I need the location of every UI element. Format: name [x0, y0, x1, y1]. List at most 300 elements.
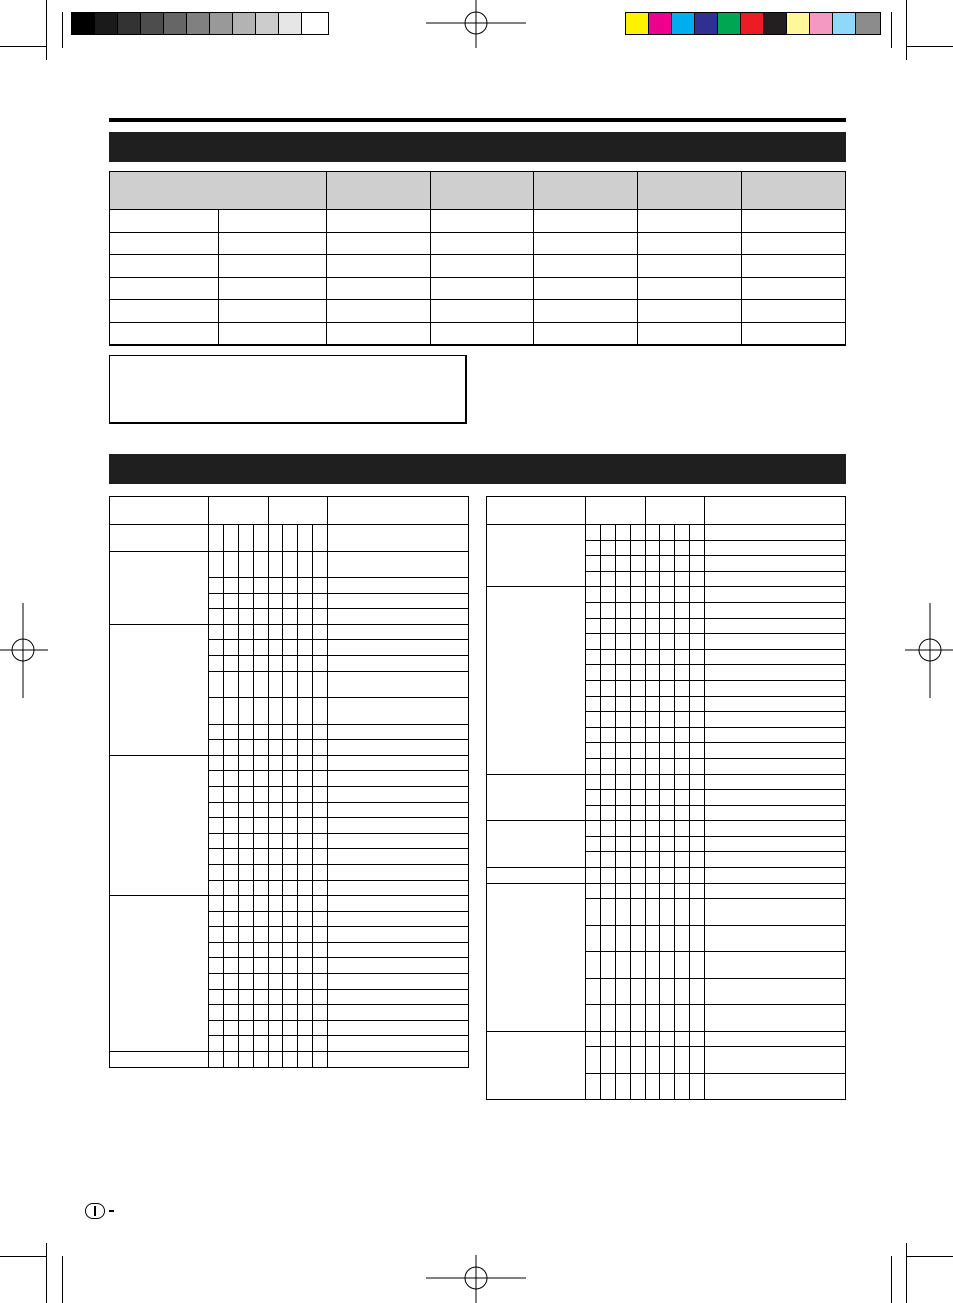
grid-cell	[615, 790, 630, 806]
grid-cell	[645, 618, 660, 634]
grid-cell	[283, 927, 298, 943]
grid-cell	[690, 618, 705, 634]
grid-cell	[615, 680, 630, 696]
grid-cell	[660, 540, 675, 556]
color-swatch	[740, 12, 764, 35]
grid-cell	[223, 671, 238, 698]
grid-cell	[645, 634, 660, 650]
grid-cell	[690, 680, 705, 696]
grid-cell	[675, 774, 690, 790]
grid-cell	[253, 740, 268, 756]
grid-cell	[208, 624, 223, 640]
grid-cell	[645, 758, 660, 774]
grid-cell	[298, 911, 313, 927]
grid-cell	[208, 698, 223, 725]
grid-cell	[660, 571, 675, 587]
grid-cell	[313, 849, 328, 865]
grid-cell	[298, 989, 313, 1005]
grid-cell	[313, 1036, 328, 1052]
grid-cell	[705, 821, 846, 837]
grid-cell	[238, 802, 253, 818]
grid-cell	[208, 640, 223, 656]
grid-cell	[660, 680, 675, 696]
grid-cell	[253, 640, 268, 656]
grid-cell	[223, 724, 238, 740]
grid-cell	[208, 974, 223, 990]
grid-group-cell	[487, 883, 586, 1031]
grid-cell	[705, 665, 846, 681]
grid-cell	[283, 896, 298, 912]
grid-cell	[223, 833, 238, 849]
grid-cell	[645, 805, 660, 821]
grid-cell	[630, 1047, 645, 1074]
grey-swatch	[94, 12, 118, 35]
grid-cell	[675, 712, 690, 728]
grid-cell	[690, 571, 705, 587]
grid-cell	[298, 818, 313, 834]
grid-cell	[660, 868, 675, 884]
grid-cell	[208, 1052, 223, 1068]
grid-cell	[328, 578, 469, 594]
grid-cell	[615, 649, 630, 665]
grid-cell	[328, 1020, 469, 1036]
grid-cell	[585, 758, 600, 774]
grid-cell	[268, 864, 283, 880]
grid-cell	[660, 556, 675, 572]
table-header-cell	[326, 172, 430, 210]
grid-cell	[208, 911, 223, 927]
grid-cell	[660, 634, 675, 650]
grid-cell	[585, 836, 600, 852]
grid-cell	[585, 1005, 600, 1032]
grid-cell	[690, 821, 705, 837]
table-header-cell	[638, 172, 742, 210]
grid-cell	[660, 1005, 675, 1032]
grid-cell	[283, 880, 298, 896]
grid-cell	[585, 1031, 600, 1047]
grid-cell	[298, 1020, 313, 1036]
table-row	[110, 232, 846, 255]
grid-cell	[328, 974, 469, 990]
grid-cell	[600, 634, 615, 650]
grid-cell	[615, 1073, 630, 1100]
grid-cell	[328, 911, 469, 927]
grid-cell	[645, 1031, 660, 1047]
grid-cell	[223, 1005, 238, 1021]
grid-cell	[585, 540, 600, 556]
grid-cell	[238, 942, 253, 958]
grid-cell	[690, 587, 705, 603]
grid-cell	[328, 896, 469, 912]
grid-header-cell	[487, 497, 586, 525]
grid-cell	[630, 1073, 645, 1100]
grid-row	[110, 755, 469, 771]
grid-cell	[238, 1020, 253, 1036]
table-header-row	[110, 172, 846, 210]
grid-cell	[208, 927, 223, 943]
grid-cell	[585, 1047, 600, 1074]
grid-cell	[705, 1005, 846, 1032]
grid-cell	[690, 1031, 705, 1047]
grid-cell	[660, 758, 675, 774]
grid-cell	[313, 896, 328, 912]
grid-cell	[328, 818, 469, 834]
grid-cell	[615, 618, 630, 634]
grid-cell	[298, 771, 313, 787]
grid-row	[110, 624, 469, 640]
grid-cell	[705, 727, 846, 743]
grid-cell	[313, 551, 328, 578]
grid-cell	[600, 978, 615, 1005]
grid-cell	[675, 925, 690, 952]
grid-cell	[615, 1047, 630, 1074]
grid-cell	[645, 540, 660, 556]
grid-cell	[253, 927, 268, 943]
grid-cell	[705, 758, 846, 774]
grid-cell	[208, 942, 223, 958]
grid-group-cell	[487, 821, 586, 868]
table-row	[110, 300, 846, 323]
grid-cell	[298, 698, 313, 725]
grid-cell	[675, 899, 690, 926]
grid-cell	[705, 1073, 846, 1100]
grid-header-cell	[268, 497, 328, 525]
grid-cell	[268, 786, 283, 802]
grid-cell	[585, 696, 600, 712]
grid-cell	[645, 1047, 660, 1074]
grid-cell	[600, 868, 615, 884]
grid-cell	[313, 911, 328, 927]
grid-cell	[283, 740, 298, 756]
grid-cell	[615, 899, 630, 926]
grid-cell	[298, 655, 313, 671]
color-swatch	[763, 12, 787, 35]
grid-cell	[298, 927, 313, 943]
grid-cell	[283, 849, 298, 865]
grid-cell	[313, 771, 328, 787]
grid-cell	[615, 952, 630, 979]
grid-cell	[615, 821, 630, 837]
grid-cell	[313, 942, 328, 958]
grid-cell	[208, 655, 223, 671]
grid-cell	[675, 602, 690, 618]
grid-cell	[675, 571, 690, 587]
grid-cell	[268, 818, 283, 834]
right-grid-table	[486, 496, 846, 1100]
grid-cell	[690, 712, 705, 728]
grid-cell	[690, 649, 705, 665]
grid-cell	[208, 525, 223, 552]
grid-cell	[283, 698, 298, 725]
grid-cell	[253, 864, 268, 880]
grid-cell	[690, 978, 705, 1005]
grid-cell	[690, 790, 705, 806]
grid-cell	[253, 1020, 268, 1036]
grid-cell	[313, 974, 328, 990]
grid-cell	[268, 911, 283, 927]
grey-swatch	[71, 12, 95, 35]
grid-cell	[600, 774, 615, 790]
grid-cell	[238, 655, 253, 671]
grid-cell	[705, 525, 846, 541]
grid-cell	[283, 802, 298, 818]
grid-group-cell	[487, 587, 586, 774]
grid-cell	[630, 836, 645, 852]
grid-cell	[298, 755, 313, 771]
grid-cell	[705, 774, 846, 790]
grid-cell	[705, 696, 846, 712]
grid-cell	[283, 724, 298, 740]
grid-cell	[253, 786, 268, 802]
grid-cell	[675, 1073, 690, 1100]
grid-cell	[705, 556, 846, 572]
grid-cell	[253, 880, 268, 896]
grid-cell	[223, 698, 238, 725]
grid-group-cell	[110, 896, 209, 1052]
grid-cell	[600, 665, 615, 681]
grid-cell	[223, 989, 238, 1005]
grid-cell	[660, 743, 675, 759]
grid-cell	[298, 802, 313, 818]
grid-cell	[675, 836, 690, 852]
grid-cell	[298, 578, 313, 594]
grid-cell	[328, 880, 469, 896]
grid-cell	[253, 942, 268, 958]
grid-cell	[268, 724, 283, 740]
grid-cell	[645, 774, 660, 790]
grid-cell	[298, 864, 313, 880]
grid-group-cell	[110, 551, 209, 624]
grid-cell	[238, 896, 253, 912]
grid-cell	[238, 989, 253, 1005]
grid-cell	[298, 833, 313, 849]
grid-cell	[253, 802, 268, 818]
grid-cell	[690, 1005, 705, 1032]
grid-cell	[238, 624, 253, 640]
grid-cell	[585, 571, 600, 587]
color-swatch	[671, 12, 695, 35]
grid-cell	[645, 649, 660, 665]
grid-cell	[238, 880, 253, 896]
grid-cell	[268, 640, 283, 656]
grid-cell	[238, 525, 253, 552]
grid-cell	[268, 740, 283, 756]
grid-cell	[268, 942, 283, 958]
grid-cell	[328, 551, 469, 578]
grid-cell	[645, 952, 660, 979]
grid-cell	[645, 712, 660, 728]
grid-cell	[223, 1036, 238, 1052]
grid-cell	[630, 665, 645, 681]
grid-cell	[630, 899, 645, 926]
grid-cell	[208, 833, 223, 849]
grid-cell	[645, 868, 660, 884]
grid-cell	[253, 1036, 268, 1052]
grid-row	[110, 551, 469, 578]
grid-cell	[298, 849, 313, 865]
grid-cell	[615, 712, 630, 728]
grid-group-cell	[487, 525, 586, 587]
grid-cell	[660, 978, 675, 1005]
grid-cell	[208, 1036, 223, 1052]
grid-cell	[223, 849, 238, 865]
grid-cell	[630, 602, 645, 618]
grid-cell	[298, 896, 313, 912]
grey-swatch	[278, 12, 302, 35]
grid-cell	[238, 771, 253, 787]
grid-cell	[705, 978, 846, 1005]
grid-cell	[600, 1005, 615, 1032]
grid-cell	[328, 1036, 469, 1052]
grid-cell	[660, 1073, 675, 1100]
grid-cell	[600, 821, 615, 837]
grid-cell	[298, 609, 313, 625]
grid-cell	[313, 1020, 328, 1036]
grid-cell	[208, 551, 223, 578]
grid-cell	[630, 540, 645, 556]
grid-cell	[690, 925, 705, 952]
grid-cell	[268, 525, 283, 552]
grid-group-cell	[110, 755, 209, 895]
grid-cell	[298, 1005, 313, 1021]
grid-cell	[645, 602, 660, 618]
grid-cell	[690, 774, 705, 790]
grid-cell	[690, 1073, 705, 1100]
grid-cell	[298, 786, 313, 802]
grid-cell	[238, 927, 253, 943]
grid-cell	[615, 665, 630, 681]
grid-cell	[630, 952, 645, 979]
grid-cell	[313, 578, 328, 594]
grid-cell	[645, 556, 660, 572]
grid-cell	[585, 556, 600, 572]
grid-cell	[298, 1052, 313, 1068]
grid-cell	[630, 618, 645, 634]
color-swatch	[855, 12, 881, 35]
grid-cell	[208, 578, 223, 594]
grid-cell	[630, 925, 645, 952]
grid-cell	[660, 836, 675, 852]
section-bar-middle	[109, 454, 846, 484]
grid-cell	[615, 587, 630, 603]
grid-cell	[690, 758, 705, 774]
color-swatch	[809, 12, 833, 35]
grid-cell	[208, 740, 223, 756]
grid-cell	[268, 927, 283, 943]
grid-cell	[660, 587, 675, 603]
grid-cell	[208, 593, 223, 609]
grid-cell	[615, 758, 630, 774]
table-row	[110, 322, 846, 345]
grid-cell	[690, 899, 705, 926]
grid-cell	[585, 649, 600, 665]
grid-cell	[328, 755, 469, 771]
grid-cell	[660, 727, 675, 743]
grid-cell	[253, 818, 268, 834]
grid-cell	[313, 593, 328, 609]
grid-row	[110, 896, 469, 912]
grid-cell	[298, 724, 313, 740]
registration-mark-top	[426, 0, 526, 50]
grid-cell	[253, 525, 268, 552]
grid-cell	[283, 624, 298, 640]
grid-cell	[268, 974, 283, 990]
grid-cell	[268, 833, 283, 849]
color-swatch	[717, 12, 741, 35]
grey-swatch	[117, 12, 141, 35]
grid-cell	[298, 624, 313, 640]
grid-cell	[223, 864, 238, 880]
grid-cell	[585, 952, 600, 979]
table-header-cell	[742, 172, 846, 210]
grid-cell	[283, 755, 298, 771]
grid-cell	[328, 609, 469, 625]
grid-cell	[615, 727, 630, 743]
grid-cell	[675, 978, 690, 1005]
grid-cell	[313, 655, 328, 671]
grid-cell	[298, 958, 313, 974]
grid-cell	[630, 571, 645, 587]
grid-cell	[268, 1005, 283, 1021]
grid-cell	[208, 864, 223, 880]
grid-cell	[630, 1031, 645, 1047]
grid-cell	[600, 649, 615, 665]
grid-cell	[690, 634, 705, 650]
grid-cell	[690, 696, 705, 712]
grid-cell	[298, 640, 313, 656]
grid-cell	[705, 790, 846, 806]
grid-cell	[675, 758, 690, 774]
grid-cell	[600, 571, 615, 587]
grid-cell	[238, 724, 253, 740]
grid-cell	[253, 771, 268, 787]
grid-cell	[208, 958, 223, 974]
grid-cell	[600, 1047, 615, 1074]
grid-cell	[660, 805, 675, 821]
grey-swatch	[255, 12, 279, 35]
grid-cell	[660, 649, 675, 665]
grid-cell	[238, 833, 253, 849]
grid-cell	[630, 634, 645, 650]
grid-cell	[585, 978, 600, 1005]
grid-cell	[268, 771, 283, 787]
grid-cell	[645, 665, 660, 681]
grid-cell	[660, 525, 675, 541]
grid-cell	[223, 1052, 238, 1068]
grid-cell	[268, 1036, 283, 1052]
grid-cell	[690, 602, 705, 618]
grid-cell	[660, 790, 675, 806]
grid-header-cell	[110, 497, 209, 525]
grid-cell	[600, 790, 615, 806]
grid-cell	[585, 712, 600, 728]
grid-row	[487, 774, 846, 790]
grid-cell	[208, 849, 223, 865]
grid-cell	[298, 1036, 313, 1052]
grid-cell	[223, 525, 238, 552]
grid-cell	[313, 802, 328, 818]
grid-cell	[660, 774, 675, 790]
grid-cell	[268, 802, 283, 818]
grid-cell	[675, 743, 690, 759]
grid-cell	[675, 1005, 690, 1032]
grid-group-cell	[487, 774, 586, 821]
grid-cell	[705, 868, 846, 884]
grid-cell	[283, 609, 298, 625]
grid-row	[487, 587, 846, 603]
table-header-cell	[110, 172, 327, 210]
grid-cell	[268, 896, 283, 912]
